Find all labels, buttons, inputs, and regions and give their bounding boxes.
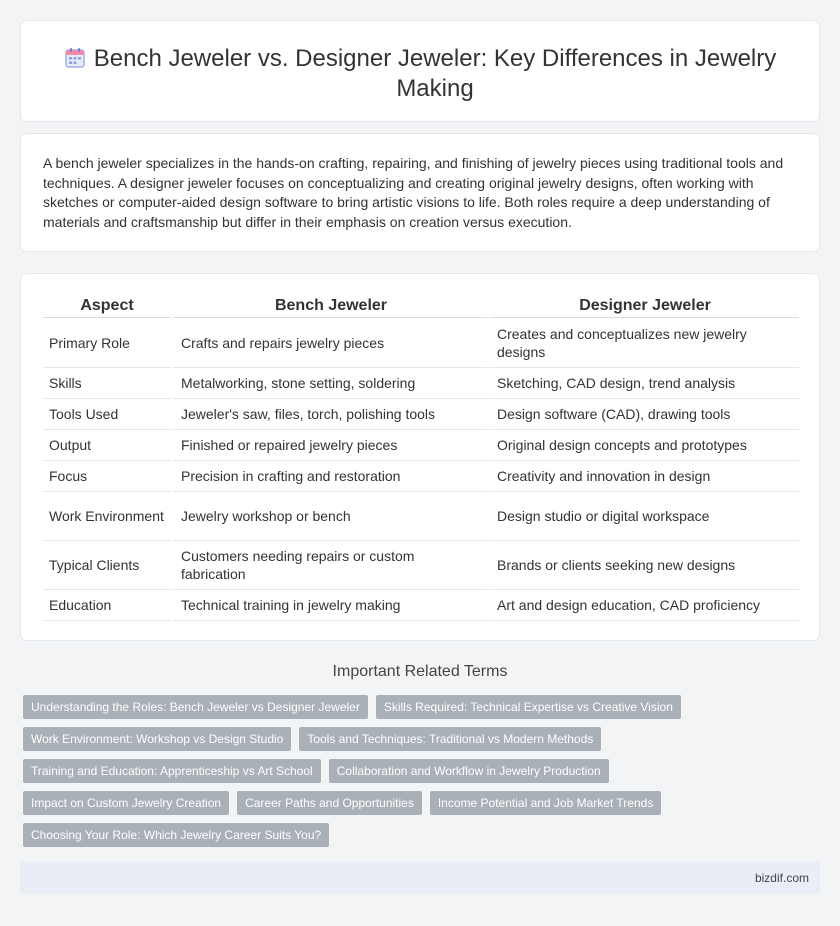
cell-designer: Creativity and innovation in design [487, 461, 799, 492]
cell-bench: Jeweler's saw, files, torch, polishing tools [171, 399, 487, 430]
cell-aspect: Tools Used [43, 399, 171, 430]
header-bench-jeweler: Bench Jeweler [171, 296, 487, 318]
cell-designer: Brands or clients seeking new designs [487, 541, 799, 590]
table-row [43, 492, 799, 541]
related-term-link[interactable]: Choosing Your Role: Which Jewelry Career Suits You? [23, 823, 329, 847]
related-terms-row [23, 727, 609, 751]
intro-paragraph: A bench jeweler specializes in the hands-on crafting, repairing, and finishing of jewelry pieces using traditional tools and techniques. A designer jeweler focuses on conceptualizing and creating original jewelry designs, often working with sketches or computer-aided design software to bring artistic visions to life. Both roles require a deep understanding of materials and craftsmanship but differ in their emphasis on creation versus execution. [43, 155, 784, 230]
related-term-link[interactable]: Skills Required: Technical Expertise vs Creative Vision [376, 695, 681, 719]
cell-aspect: Output [43, 430, 171, 461]
table-row [43, 399, 799, 430]
cell-aspect: Education [43, 590, 171, 621]
related-term-link[interactable]: Training and Education: Apprenticeship vs Art School [23, 759, 321, 783]
cell-designer: Original design concepts and prototypes [487, 430, 799, 461]
cell-designer: Art and design education, CAD proficiency [487, 590, 799, 621]
related-term-link[interactable]: Career Paths and Opportunities [237, 791, 422, 815]
cell-aspect: Skills [43, 368, 171, 399]
related-terms-row [23, 791, 669, 815]
related-term-link[interactable]: Work Environment: Workshop vs Design Studio [23, 727, 291, 751]
cell-bench: Jewelry workshop or bench [171, 492, 487, 541]
table-row [43, 318, 799, 368]
related-term-link[interactable]: Collaboration and Workflow in Jewelry Production [329, 759, 609, 783]
cell-bench: Technical training in jewelry making [171, 590, 487, 621]
cell-designer: Design software (CAD), drawing tools [487, 399, 799, 430]
cell-aspect: Focus [43, 461, 171, 492]
cell-bench: Customers needing repairs or custom fabrication [171, 541, 487, 590]
cell-bench: Finished or repaired jewelry pieces [171, 430, 487, 461]
related-term-link[interactable]: Impact on Custom Jewelry Creation [23, 791, 229, 815]
table-row [43, 590, 799, 621]
cell-aspect: Work Environment [43, 492, 171, 541]
intro-card [20, 133, 820, 252]
table-row [43, 430, 799, 461]
title-card [20, 20, 820, 122]
page-title: Bench Jeweler vs. Designer Jeweler: Key Differences in Jewelry Making [93, 45, 777, 102]
related-terms-row [23, 823, 337, 847]
cell-bench: Crafts and repairs jewelry pieces [171, 318, 487, 368]
related-term-link[interactable]: Income Potential and Job Market Trends [430, 791, 661, 815]
cell-designer: Design studio or digital workspace [487, 492, 799, 541]
table-header-row [43, 296, 799, 318]
header-designer-jeweler: Designer Jeweler [487, 296, 799, 318]
table-row [43, 541, 799, 590]
cell-bench: Precision in crafting and restoration [171, 461, 487, 492]
header-aspect: Aspect [43, 296, 171, 318]
cell-designer: Creates and conceptualizes new jewelry designs [487, 318, 799, 368]
comparison-table [43, 296, 799, 621]
footer-bar [20, 862, 820, 894]
table-row [43, 461, 799, 492]
cell-designer: Sketching, CAD design, trend analysis [487, 368, 799, 399]
related-terms-row [23, 695, 689, 719]
related-terms-heading: Important Related Terms [332, 663, 508, 680]
cell-bench: Metalworking, stone setting, soldering [171, 368, 487, 399]
comparison-card [20, 273, 820, 641]
cell-aspect: Typical Clients [43, 541, 171, 590]
table-row [43, 368, 799, 399]
footer-site-link[interactable]: bizdif.com [754, 871, 809, 885]
cell-aspect: Primary Role [43, 318, 171, 368]
related-terms-row [23, 759, 617, 783]
related-term-link[interactable]: Understanding the Roles: Bench Jeweler vs Designer Jeweler [23, 695, 368, 719]
related-term-link[interactable]: Tools and Techniques: Traditional vs Modern Methods [299, 727, 601, 751]
